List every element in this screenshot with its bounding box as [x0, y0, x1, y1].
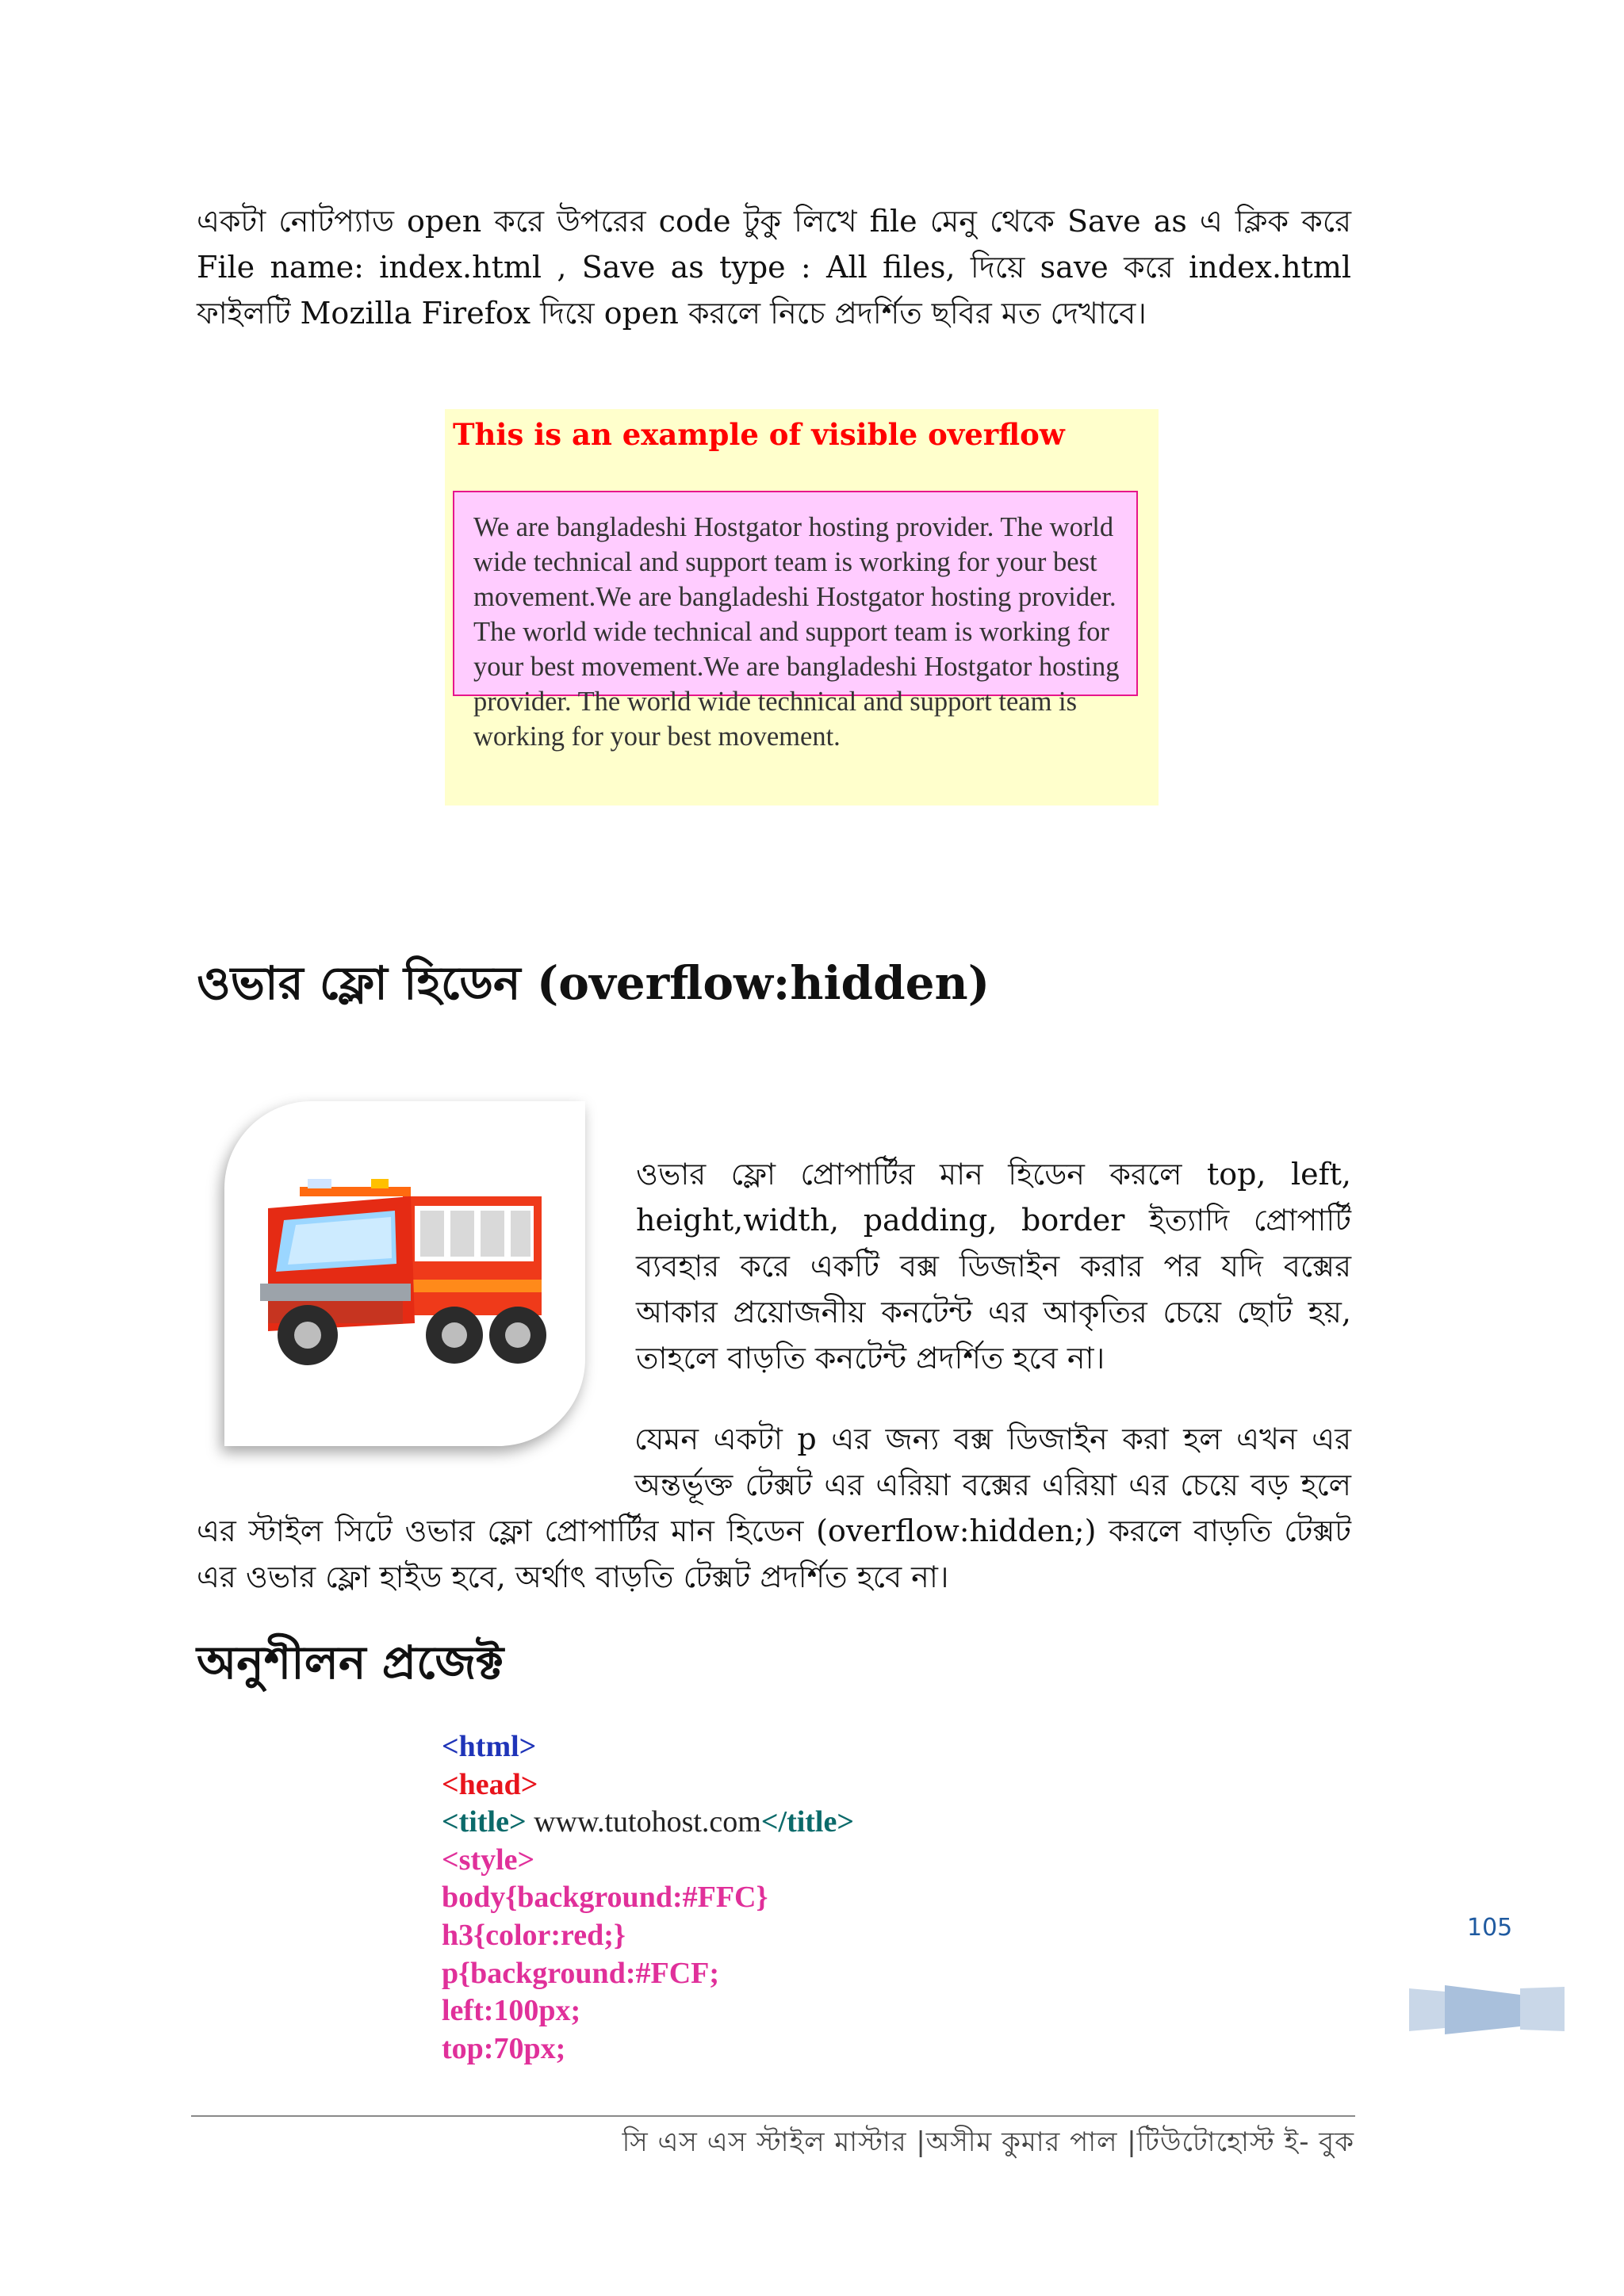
overflow-hidden-example-wrap — [197, 1416, 1351, 1600]
code-line-html: <html> — [442, 1730, 537, 1763]
code-line-title — [442, 1804, 854, 1842]
demo-paragraph: We are bangladeshi Hostgator hosting provider. The world wide technical and support team is working for your best movement.We are bangladeshi Hostgator hosting provider. The world wide technical and support team is working for your best movement.We are bangladeshi Hostgator hosting provider. The world wide technical and support team is working for your best movement. — [473, 512, 1120, 752]
code-line-body-rule: body{background:#FFC} — [442, 1881, 768, 1915]
demo-heading: This is an example of visible overflow — [453, 417, 1065, 452]
footer-text: সি এস এস স্টাইল মাস্টার |অসীম কুমার পাল |টিউটোহোস্ট ই- বুক — [622, 2126, 1354, 2158]
section-title-overflow-hidden: ওভার ফ্লো হিডেন (overflow:hidden) — [197, 956, 990, 1010]
code-line-h3-rule: h3{color:red;} — [442, 1918, 626, 1952]
code-title-close-tag: </title> — [760, 1805, 855, 1839]
overflow-demo-figure — [445, 409, 1159, 806]
code-line-p-rule: p{background:#FCF; — [442, 1956, 719, 1990]
section-title-practice-project: অনুশীলন প্রজেক্ট — [197, 1636, 504, 1689]
demo-overflow-box — [453, 491, 1138, 752]
code-line-left: left:100px; — [442, 1994, 581, 2028]
overflow-hidden-example: যেমন একটা p এর জন্য বক্স ডিজাইন করা হল এখন এর অন্তর্ভূক্ত টেক্সট এর এরিয়া বক্সের এরিয়া এর চেয়ে বড় হলে এর স্টাইল সিটে ওভার ফ্লো প্রোপার্টির মান হিডেন (overflow:hidden;) করলে বাড়তি টেক্সট এর ওভার ফ্লো হাইড হবে, অর্থাৎ বাড়তি টেক্সট প্রদর্শিত হবে না। — [197, 1422, 1351, 1594]
page-number: 105 — [1467, 1914, 1513, 1942]
fire-truck-image-card — [224, 1101, 585, 1446]
code-line-top: top:70px; — [442, 2031, 566, 2065]
code-line-style: <style> — [442, 1843, 535, 1877]
code-line-head: <head> — [442, 1767, 538, 1801]
code-title-open-tag: <title> — [442, 1805, 527, 1839]
float-spacer — [197, 1416, 634, 1508]
page-corner-ribbon-decoration — [1409, 1980, 1565, 2039]
code-listing — [442, 1728, 854, 2068]
intro-paragraph: একটা নোটপ্যাড open করে উপরের code টুকু লিখে file মেনু থেকে Save as এ ক্লিক করে File name: index.html , Save as type : All files, দিয়ে save করে index.html ফাইলটি Mozilla Firefox দিয়ে open করলে নিচে প্রদর্শিত ছবির মত দেখাবে। — [197, 204, 1351, 331]
code-title-text: www.tutohost.com — [526, 1805, 761, 1839]
overflow-hidden-description: ওভার ফ্লো প্রোপার্টির মান হিডেন করলে top, left, height,width, padding, border ইত্যাদি প্রোপার্টি ব্যবহার করে একটি বক্স ডিজাইন করার পর যদি বক্সের আকার প্রয়োজনীয় কনটেন্ট এর আকৃতির চেয়ে ছোট হয়, তাহলে বাড়তি কনটেন্ট প্রদর্শিত হবে না। — [636, 1157, 1351, 1376]
footer-divider — [191, 2115, 1355, 2117]
fire-truck-image — [252, 1165, 561, 1379]
